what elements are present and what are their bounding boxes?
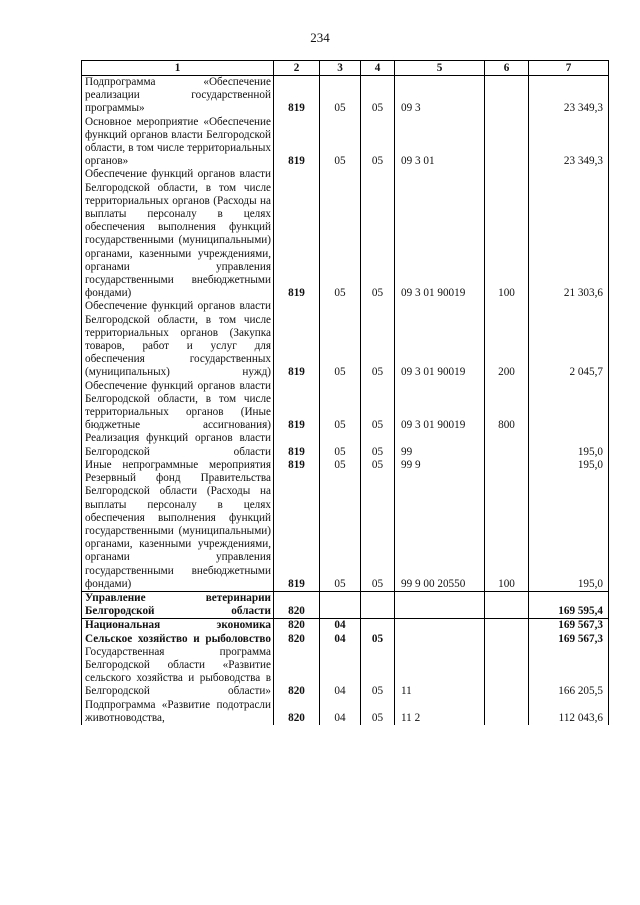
column-header-5: 5 xyxy=(395,61,485,76)
row-expense-type xyxy=(485,633,529,646)
row-amount: 195,0 xyxy=(529,432,609,458)
row-description: Управление ветеринарии Белгородской области xyxy=(82,591,274,618)
column-header-1: 1 xyxy=(82,61,274,76)
row-target-article xyxy=(395,591,485,618)
row-amount: 169 567,3 xyxy=(529,619,609,633)
row-subsection: 05 xyxy=(361,380,395,433)
row-amount: 195,0 xyxy=(529,459,609,472)
column-header-7: 7 xyxy=(529,61,609,76)
row-target-article: 99 9 00 20550 xyxy=(395,472,485,591)
row-subsection xyxy=(361,591,395,618)
row-code: 820 xyxy=(274,619,320,633)
row-section: 04 xyxy=(320,633,361,646)
row-expense-type: 200 xyxy=(485,300,529,379)
row-code: 820 xyxy=(274,646,320,699)
row-target-article: 09 3 xyxy=(395,76,485,116)
row-amount: 112 043,6 xyxy=(529,699,609,725)
page-number: 234 xyxy=(310,30,330,45)
table-row xyxy=(82,619,609,633)
row-subsection: 05 xyxy=(361,646,395,699)
row-amount: 169 595,4 xyxy=(529,591,609,618)
row-target-article xyxy=(395,619,485,633)
row-subsection: 05 xyxy=(361,432,395,458)
row-code: 819 xyxy=(274,380,320,433)
row-expense-type xyxy=(485,699,529,725)
column-header-6: 6 xyxy=(485,61,529,76)
table-row xyxy=(82,76,609,116)
table-row xyxy=(82,116,609,169)
row-subsection: 05 xyxy=(361,76,395,116)
row-subsection: 05 xyxy=(361,699,395,725)
row-target-article: 11 xyxy=(395,646,485,699)
column-header-3: 3 xyxy=(320,61,361,76)
table-row xyxy=(82,699,609,725)
row-subsection: 05 xyxy=(361,168,395,300)
row-section: 05 xyxy=(320,76,361,116)
row-amount: 23 349,3 xyxy=(529,76,609,116)
row-code: 819 xyxy=(274,472,320,591)
row-section: 05 xyxy=(320,380,361,433)
row-target-article xyxy=(395,633,485,646)
row-target-article: 09 3 01 xyxy=(395,116,485,169)
row-expense-type xyxy=(485,459,529,472)
row-section: 04 xyxy=(320,646,361,699)
row-section: 05 xyxy=(320,472,361,591)
row-amount: 23 349,3 xyxy=(529,116,609,169)
row-section: 05 xyxy=(320,300,361,379)
table-header-row xyxy=(82,61,609,76)
row-target-article: 99 9 xyxy=(395,459,485,472)
row-amount: 2 045,7 xyxy=(529,300,609,379)
row-code: 819 xyxy=(274,300,320,379)
table-body xyxy=(82,76,609,725)
row-expense-type: 100 xyxy=(485,472,529,591)
table-row xyxy=(82,472,609,591)
table-row xyxy=(82,432,609,458)
row-code: 820 xyxy=(274,633,320,646)
row-expense-type xyxy=(485,646,529,699)
row-subsection: 05 xyxy=(361,300,395,379)
row-description: Обеспечение функций органов власти Белгородской области, в том числе территориальных органов (Закупка товаров, работ и услуг для обеспечения государственных (муниципальных) нужд) xyxy=(82,300,274,379)
row-section: 04 xyxy=(320,699,361,725)
row-description: Сельское хозяйство и рыболовство xyxy=(82,633,274,646)
row-description: Резервный фонд Правительства Белгородской области (Расходы на выплаты персоналу в целях обеспечения выполнения функций государственными (муниципальными) органами, казенными учреждениями, органами управления государственными внебюджетными фондами) xyxy=(82,472,274,591)
row-expense-type xyxy=(485,116,529,169)
row-code: 820 xyxy=(274,591,320,618)
row-code: 819 xyxy=(274,76,320,116)
row-code: 819 xyxy=(274,116,320,169)
row-description: Национальная экономика xyxy=(82,619,274,633)
row-expense-type xyxy=(485,591,529,618)
row-subsection: 05 xyxy=(361,633,395,646)
budget-table xyxy=(81,60,609,725)
row-section: 05 xyxy=(320,116,361,169)
row-amount: 195,0 xyxy=(529,472,609,591)
row-code: 820 xyxy=(274,699,320,725)
column-header-4: 4 xyxy=(361,61,395,76)
row-description: Реализация функций органов власти Белгородской области xyxy=(82,432,274,458)
row-code: 819 xyxy=(274,432,320,458)
row-section xyxy=(320,591,361,618)
table-row xyxy=(82,380,609,433)
row-target-article: 09 3 01 90019 xyxy=(395,300,485,379)
row-expense-type xyxy=(485,619,529,633)
table-row xyxy=(82,168,609,300)
row-subsection: 05 xyxy=(361,116,395,169)
row-target-article: 09 3 01 90019 xyxy=(395,380,485,433)
table-row xyxy=(82,646,609,699)
row-section: 05 xyxy=(320,168,361,300)
row-expense-type xyxy=(485,76,529,116)
row-section: 04 xyxy=(320,619,361,633)
row-subsection: 05 xyxy=(361,472,395,591)
table-row xyxy=(82,459,609,472)
column-header-2: 2 xyxy=(274,61,320,76)
table-row xyxy=(82,633,609,646)
row-amount: 21 303,6 xyxy=(529,168,609,300)
row-target-article: 99 xyxy=(395,432,485,458)
row-target-article: 11 2 xyxy=(395,699,485,725)
row-amount: 169 567,3 xyxy=(529,633,609,646)
row-description: Основное мероприятие «Обеспечение функций органов власти Белгородской области, в том числе территориальных органов» xyxy=(82,116,274,169)
row-description: Обеспечение функций органов власти Белгородской области, в том числе территориальных органов (Иные бюджетные ассигнования) xyxy=(82,380,274,433)
row-section: 05 xyxy=(320,459,361,472)
row-amount xyxy=(529,380,609,433)
row-description: Иные непрограммные мероприятия xyxy=(82,459,274,472)
row-expense-type xyxy=(485,432,529,458)
row-expense-type: 100 xyxy=(485,168,529,300)
row-description: Подпрограмма «Обеспечение реализации государственной программы» xyxy=(82,76,274,116)
row-amount: 166 205,5 xyxy=(529,646,609,699)
table-row xyxy=(82,300,609,379)
row-section: 05 xyxy=(320,432,361,458)
row-subsection: 05 xyxy=(361,459,395,472)
row-code: 819 xyxy=(274,459,320,472)
row-code: 819 xyxy=(274,168,320,300)
row-target-article: 09 3 01 90019 xyxy=(395,168,485,300)
row-subsection xyxy=(361,619,395,633)
row-description: Обеспечение функций органов власти Белгородской области, в том числе территориальных органов (Расходы на выплаты персоналу в целях обеспечения выполнения функций государственными (муниципальными) органами, казенными учреждениями, органами управления государственными внебюджетными фондами) xyxy=(82,168,274,300)
row-description: Подпрограмма «Развитие подотрасли животноводства, xyxy=(82,699,274,725)
table-row xyxy=(82,591,609,618)
row-description: Государственная программа Белгородской области «Развитие сельского хозяйства и рыбоводства в Белгородской области» xyxy=(82,646,274,699)
row-expense-type: 800 xyxy=(485,380,529,433)
